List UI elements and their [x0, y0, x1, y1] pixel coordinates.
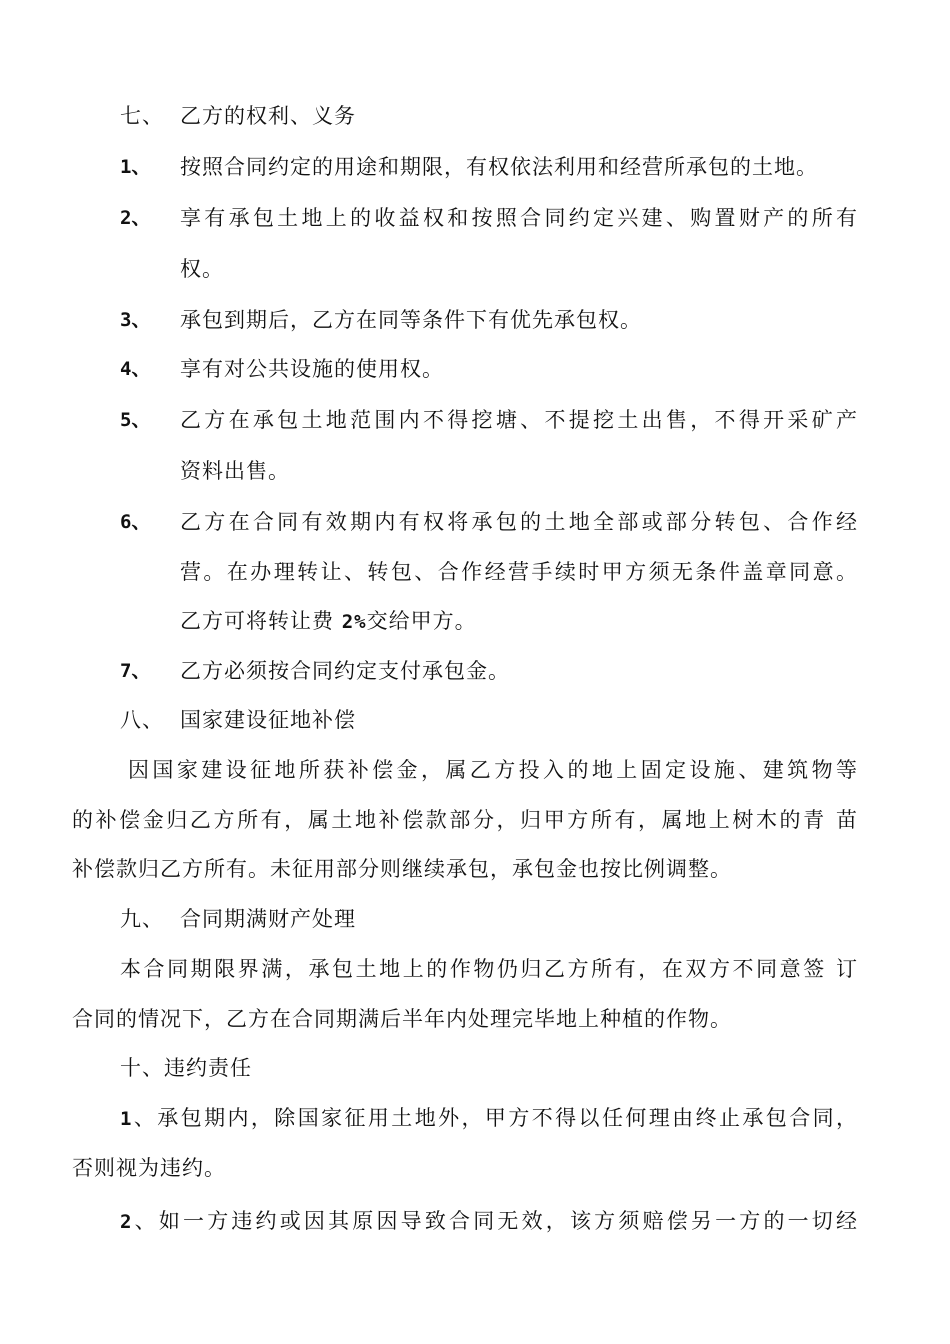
section-10-item-1-text: 、承包期内，除国家征用土地外，甲方不得以任何理由终止承包合同，	[132, 1106, 858, 1130]
section-10-item-1-line-2: 否则视为违约。	[72, 1156, 226, 1180]
item-5-text-line-1: 乙方在承包土地范围内不得挖塘、不提挖土出售，不得开采矿产	[180, 408, 858, 432]
item-6-text-line-2: 营。在办理转让、转包、合作经营手续时甲方须无条件盖章同意。	[180, 560, 858, 584]
item-7-text: 乙方必须按合同约定支付承包金。	[180, 659, 510, 683]
section-9-heading-text: 合同期满财产处理	[180, 907, 356, 931]
item-1-text: 按照合同约定的用途和期限，有权依法利用和经营所承包的土地。	[180, 155, 818, 179]
section-8-para-line-1: 因国家建设征地所获补偿金，属乙方投入的地上固定设施、建筑物等	[128, 758, 858, 782]
item-4-number: 4、	[120, 358, 151, 380]
item-4-text: 享有对公共设施的使用权。	[180, 357, 444, 381]
section-9-heading-number: 九、	[120, 907, 164, 931]
item-2-text-line-2: 权。	[180, 257, 224, 281]
section-10-item-1-number: 1	[120, 1108, 133, 1130]
section-9-para-line-2: 合同的情况下，乙方在合同期满后半年内处理完毕地上种植的作物。	[72, 1007, 732, 1031]
item-5-number: 5、	[120, 409, 151, 431]
item-2-text-line-1: 享有承包土地上的收益权和按照合同约定兴建、购置财产的所有	[180, 206, 858, 230]
item-2-number: 2、	[120, 207, 151, 229]
section-10-item-2-number: 2	[120, 1211, 133, 1233]
item-6-line-3-post: 交给甲方。	[366, 609, 477, 633]
item-5-text-line-2: 资料出售。	[180, 459, 290, 483]
section-8-para-line-2: 的补偿金归乙方所有，属土地补偿款部分，归甲方所有，属地上树木的青 苗	[72, 808, 858, 832]
section-8-para-line-3: 补偿款归乙方所有。未征用部分则继续承包，承包金也按比例调整。	[72, 857, 732, 881]
item-3-text: 承包到期后，乙方在同等条件下有优先承包权。	[180, 308, 642, 332]
section-10-item-1-line-1	[120, 1104, 858, 1133]
item-6-text-line-3	[180, 607, 477, 636]
section-9-para-line-1: 本合同期限界满，承包土地上的作物仍归乙方所有，在双方不同意签 订	[120, 957, 858, 981]
item-6-text-line-1: 乙方在合同有效期内有权将承包的土地全部或部分转包、合作经	[180, 510, 858, 534]
section-10-heading: 十、违约责任	[120, 1056, 252, 1080]
section-7-heading-text: 乙方的权利、义务	[180, 104, 356, 128]
item-6-line-3-pre: 乙方可将转让费	[180, 609, 342, 633]
item-7-number: 7、	[120, 660, 151, 682]
item-3-number: 3、	[120, 309, 151, 331]
item-6-number: 6、	[120, 511, 151, 533]
section-10-item-2-text: 、如一方违约或因其原因导致合同无效，该方须赔偿另一方的一切经	[132, 1209, 858, 1233]
item-6-line-3-percent: 2%	[341, 611, 367, 633]
section-8-heading-number: 八、	[120, 708, 164, 732]
section-10-item-2-line-1	[120, 1207, 858, 1236]
item-1-number: 1、	[120, 156, 151, 178]
section-7-heading-number: 七、	[120, 104, 164, 128]
section-8-heading-text: 国家建设征地补偿	[180, 708, 356, 732]
